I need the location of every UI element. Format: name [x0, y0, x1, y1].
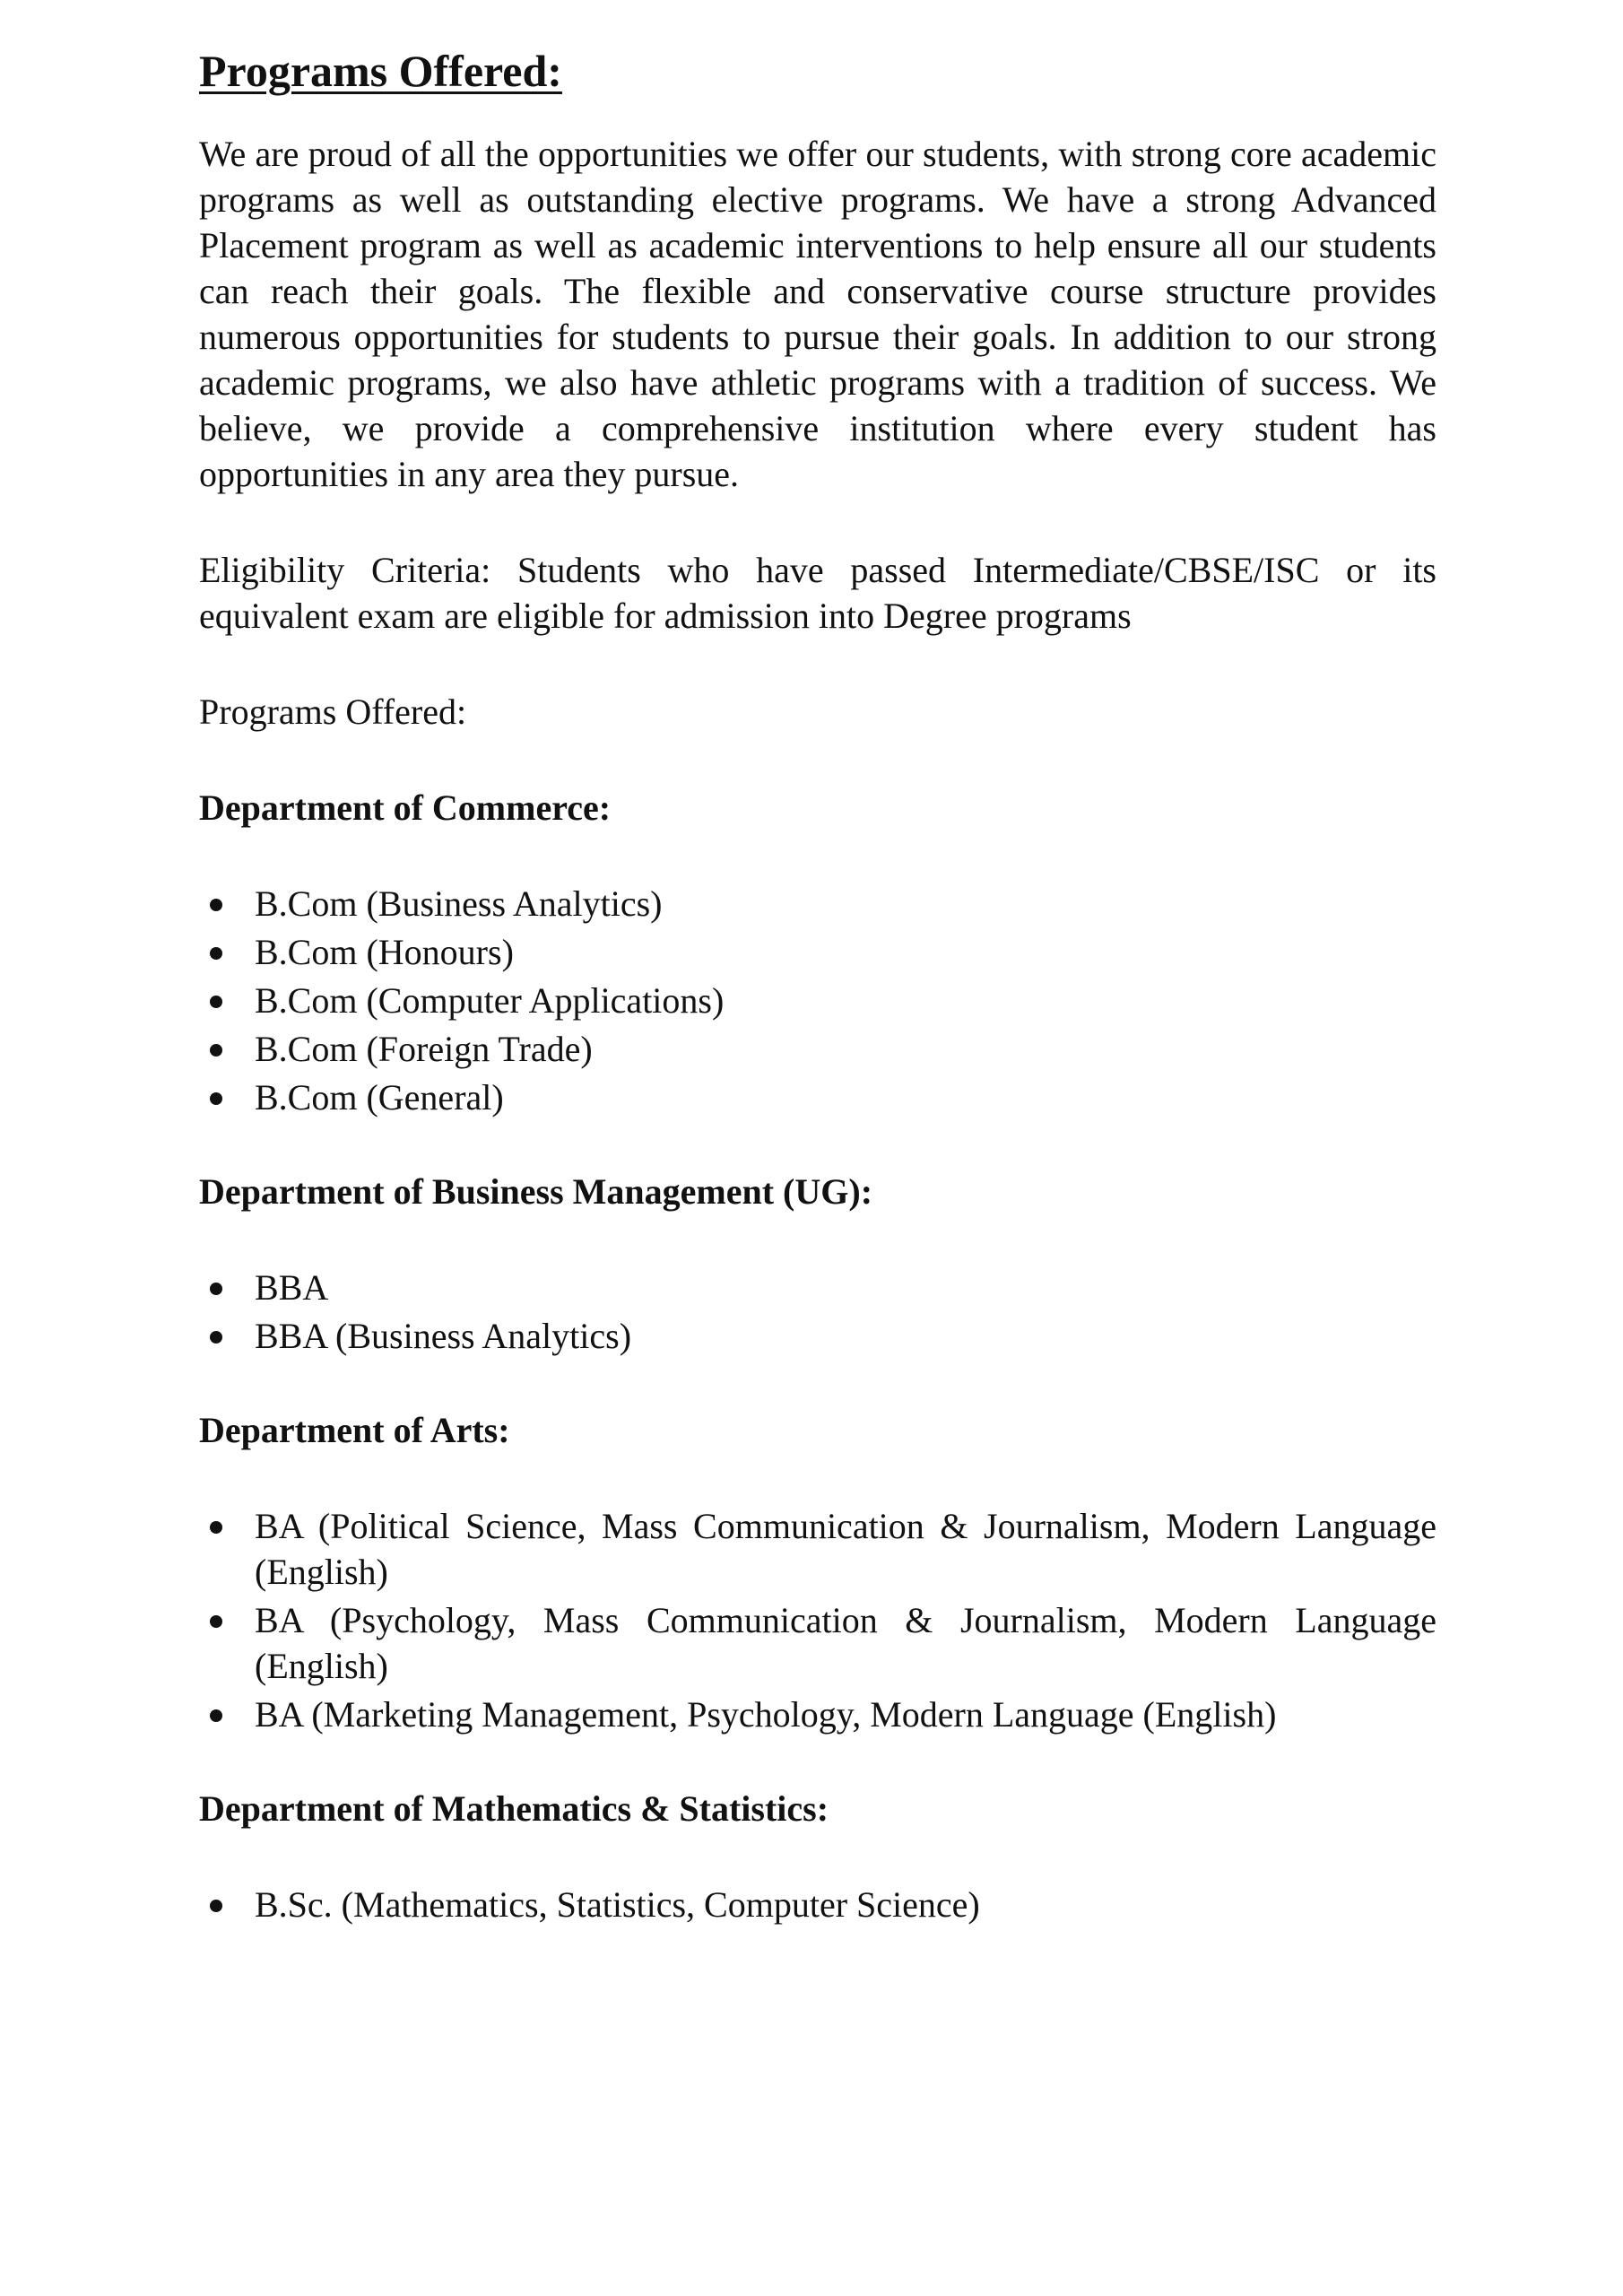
page-title: Programs Offered: [199, 46, 562, 96]
program-list [199, 1503, 1436, 1737]
department-section-mathematics-statistics [199, 1786, 1436, 1927]
list-item [199, 1265, 1436, 1310]
list-item [199, 1026, 1436, 1072]
program-name: B.Com (Foreign Trade) [255, 1029, 593, 1069]
bullet-icon [210, 1709, 222, 1722]
program-name: BBA (Business Analytics) [255, 1316, 632, 1356]
list-item [199, 1597, 1436, 1689]
intro-paragraph: We are proud of all the opportunities we offer our students, with strong core academic programs as well as outstanding elective programs. We have a strong Advanced Placement program as well as academic interventions to help ensure all our students can reach their goals. The flexible and conservative course structure provides numerous opportunities for students to pursue their goals. In addition to our strong academic programs, we also have athletic programs with a tradition of success. We believe, we provide a comprehensive institution where every student has opportunities in any area they pursue. [199, 134, 1436, 494]
department-heading: Department of Mathematics & Statistics: [199, 1788, 829, 1829]
program-name: BA (Psychology, Mass Communication & Journalism, Modern Language (English) [255, 1600, 1436, 1686]
bullet-icon [210, 947, 222, 960]
bullet-icon [210, 1044, 222, 1057]
list-item [199, 978, 1436, 1023]
list-item [199, 1692, 1436, 1737]
department-section-arts [199, 1407, 1436, 1737]
list-item [199, 1074, 1436, 1120]
bullet-icon [210, 1331, 222, 1344]
list-item [199, 1313, 1436, 1359]
program-list [199, 1882, 1436, 1927]
bullet-icon [210, 899, 222, 911]
bullet-icon [210, 1521, 222, 1534]
bullet-icon [210, 996, 222, 1008]
program-name: B.Com (Computer Applications) [255, 980, 725, 1021]
program-name: B.Sc. (Mathematics, Statistics, Computer Science) [255, 1884, 980, 1925]
document-page [199, 43, 1436, 1976]
department-heading: Department of Business Management (UG): [199, 1171, 873, 1212]
department-heading: Department of Arts: [199, 1410, 510, 1450]
bullet-icon [210, 1900, 222, 1912]
programs-subheading: Programs Offered: [199, 691, 467, 732]
list-item [199, 929, 1436, 975]
program-name: B.Com (Business Analytics) [255, 883, 663, 924]
department-section-business-management [199, 1169, 1436, 1359]
bullet-icon [210, 1615, 222, 1628]
program-name: BA (Political Science, Mass Communication & Journalism, Modern Language (English) [255, 1506, 1436, 1592]
program-list [199, 881, 1436, 1120]
program-name: BA (Marketing Management, Psychology, Modern Language (English) [255, 1694, 1277, 1735]
department-section-commerce [199, 785, 1436, 1120]
department-heading: Department of Commerce: [199, 787, 612, 828]
eligibility-paragraph: Eligibility Criteria: Students who have passed Intermediate/CBSE/ISC or its equivalent exam are eligible for admission into Degree programs [199, 550, 1436, 636]
list-item [199, 881, 1436, 926]
program-name: B.Com (General) [255, 1077, 504, 1118]
bullet-icon [210, 1283, 222, 1295]
bullet-icon [210, 1092, 222, 1105]
program-list [199, 1265, 1436, 1359]
program-name: B.Com (Honours) [255, 932, 514, 972]
program-name: BBA [255, 1267, 329, 1308]
list-item [199, 1503, 1436, 1595]
list-item [199, 1882, 1436, 1927]
